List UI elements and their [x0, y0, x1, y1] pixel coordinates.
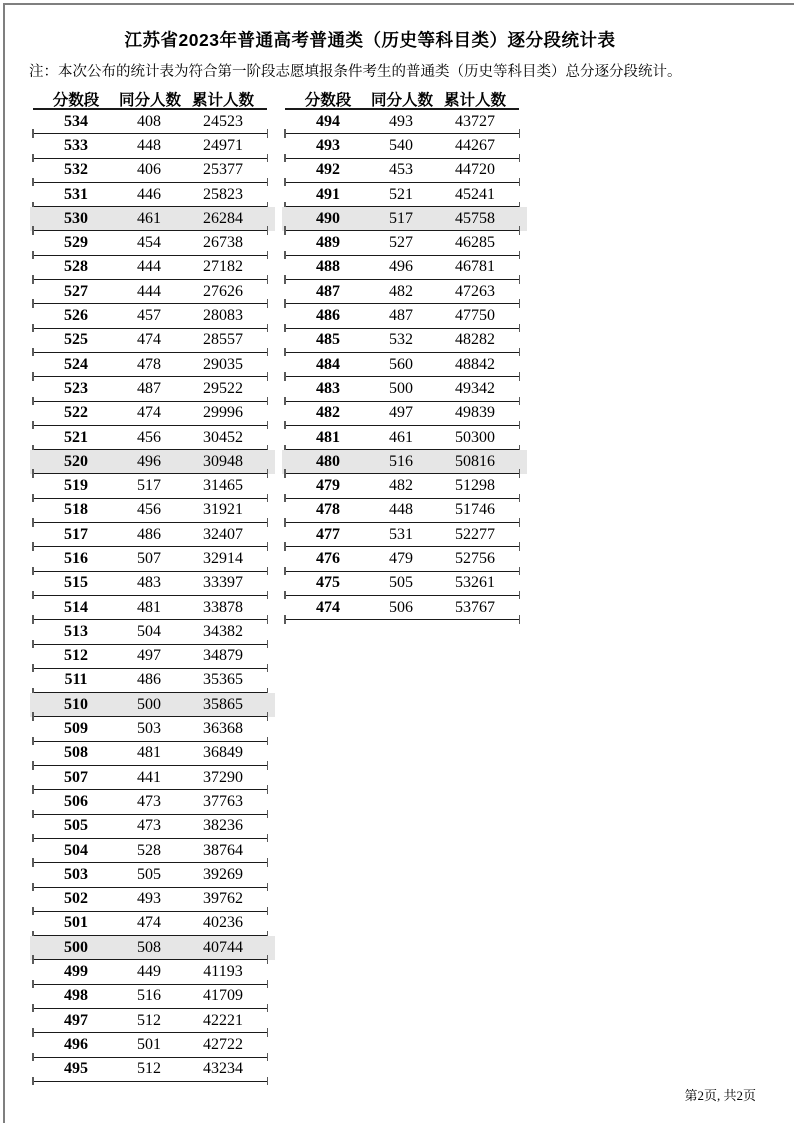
table-row	[33, 547, 267, 571]
table-row	[285, 523, 519, 547]
score-cell: 514	[64, 598, 88, 616]
score-cell: 476	[316, 549, 340, 567]
count-cell: 500	[137, 695, 161, 713]
cumulative-cell: 52277	[455, 525, 495, 543]
count-cell: 497	[137, 647, 161, 665]
score-cell: 511	[64, 671, 88, 689]
score-cell: 503	[64, 865, 88, 883]
count-cell: 456	[137, 501, 161, 519]
count-cell: 560	[389, 355, 413, 373]
score-cell: 474	[316, 598, 340, 616]
header-score-range: 分数段	[304, 92, 352, 109]
count-cell: 406	[137, 161, 161, 179]
score-cell: 494	[316, 112, 340, 130]
score-cell: 523	[64, 379, 88, 397]
table-row	[285, 474, 519, 498]
cumulative-cell: 33878	[203, 598, 243, 616]
page-title: 江苏省2023年普通高考普通类（历史等科目类）逐分段统计表	[124, 30, 616, 50]
table-row	[33, 523, 267, 547]
count-cell: 503	[137, 720, 161, 738]
cumulative-cell: 51746	[455, 501, 495, 519]
table-row	[33, 717, 267, 741]
cumulative-cell: 46781	[455, 258, 495, 276]
cumulative-cell: 39269	[203, 865, 243, 883]
cumulative-cell: 40744	[203, 938, 243, 956]
score-cell: 516	[64, 549, 88, 567]
table-row	[33, 888, 267, 912]
cumulative-cell: 48842	[455, 355, 495, 373]
table-row	[33, 231, 267, 255]
cumulative-cell: 27182	[203, 258, 243, 276]
score-cell: 506	[64, 792, 88, 810]
score-cell: 522	[64, 404, 88, 422]
count-cell: 516	[389, 452, 413, 470]
score-cell: 532	[64, 161, 88, 179]
table-row	[33, 960, 267, 984]
cumulative-cell: 29522	[203, 379, 243, 397]
score-cell: 478	[316, 501, 340, 519]
count-cell: 483	[137, 574, 161, 592]
score-cell: 534	[64, 112, 88, 130]
table-row	[33, 863, 267, 887]
score-cell: 482	[316, 404, 340, 422]
score-cell: 513	[64, 622, 88, 640]
score-cell: 490	[316, 209, 340, 227]
count-cell: 453	[389, 161, 413, 179]
score-cell: 505	[64, 817, 88, 835]
count-cell: 456	[137, 428, 161, 446]
count-cell: 521	[389, 185, 413, 203]
count-cell: 512	[137, 1060, 161, 1078]
cumulative-cell: 27626	[203, 282, 243, 300]
page-number: 第2页, 共2页	[684, 1088, 756, 1103]
table-row	[285, 110, 519, 134]
score-cell: 492	[316, 161, 340, 179]
cumulative-cell: 41709	[203, 987, 243, 1005]
table-row	[33, 426, 267, 450]
cumulative-cell: 53261	[455, 574, 495, 592]
table-row	[33, 402, 267, 426]
count-cell: 449	[137, 963, 161, 981]
score-cell: 483	[316, 379, 340, 397]
cumulative-cell: 52756	[455, 549, 495, 567]
cumulative-cell: 48282	[455, 331, 495, 349]
table-row	[33, 134, 267, 158]
table-row	[33, 499, 267, 523]
count-cell: 444	[137, 282, 161, 300]
score-cell: 515	[64, 574, 88, 592]
score-cell: 531	[64, 185, 88, 203]
count-cell: 487	[389, 307, 413, 325]
count-cell: 474	[137, 404, 161, 422]
table-row	[285, 256, 519, 280]
header-same-score-count: 同分人数	[371, 92, 434, 109]
note-text: 注：本次公布的统计表为符合第一阶段志愿填报条件考生的普通类（历史等科目类）总分逐分段统计。	[29, 64, 682, 80]
score-cell: 481	[316, 428, 340, 446]
count-cell: 505	[389, 574, 413, 592]
count-cell: 507	[137, 549, 161, 567]
count-cell: 496	[137, 452, 161, 470]
header-cumulative-count: 累计人数	[191, 92, 254, 109]
table-row	[285, 426, 519, 450]
table-row	[33, 353, 267, 377]
count-cell: 500	[389, 379, 413, 397]
count-cell: 501	[137, 1035, 161, 1053]
table-row	[285, 499, 519, 523]
count-cell: 474	[137, 914, 161, 932]
table-row	[33, 1058, 267, 1082]
cumulative-cell: 51298	[455, 477, 495, 495]
cumulative-cell: 32914	[203, 549, 243, 567]
cumulative-cell: 26738	[203, 234, 243, 252]
cumulative-cell: 36849	[203, 744, 243, 762]
count-cell: 448	[137, 136, 161, 154]
table-row	[285, 159, 519, 183]
score-cell: 477	[316, 525, 340, 543]
cumulative-cell: 45758	[455, 209, 495, 227]
count-cell: 473	[137, 817, 161, 835]
cumulative-cell: 37763	[203, 792, 243, 810]
cumulative-cell: 37290	[203, 768, 243, 786]
count-cell: 473	[137, 792, 161, 810]
header-same-score-count: 同分人数	[119, 92, 182, 109]
count-cell: 408	[137, 112, 161, 130]
table-row	[285, 572, 519, 596]
table-row	[285, 280, 519, 304]
score-cell: 533	[64, 136, 88, 154]
cumulative-cell: 28083	[203, 307, 243, 325]
table-row	[33, 985, 267, 1009]
cumulative-cell: 39762	[203, 890, 243, 908]
score-cell: 524	[64, 355, 88, 373]
count-cell: 481	[137, 744, 161, 762]
cumulative-cell: 47750	[455, 307, 495, 325]
table-row	[285, 329, 519, 353]
table-body	[285, 110, 519, 620]
table-row	[33, 207, 267, 231]
table-row	[33, 1033, 267, 1057]
table-row	[285, 353, 519, 377]
cumulative-cell: 34879	[203, 647, 243, 665]
cumulative-cell: 24971	[203, 136, 243, 154]
table-row	[33, 1009, 267, 1033]
table-row	[33, 912, 267, 936]
score-cell: 485	[316, 331, 340, 349]
score-cell: 525	[64, 331, 88, 349]
table-row	[33, 450, 267, 474]
cumulative-cell: 50300	[455, 428, 495, 446]
cumulative-cell: 26284	[203, 209, 243, 227]
count-cell: 496	[389, 258, 413, 276]
count-cell: 479	[389, 549, 413, 567]
score-cell: 486	[316, 307, 340, 325]
cumulative-cell: 43727	[455, 112, 495, 130]
score-cell: 499	[64, 963, 88, 981]
table-header	[285, 88, 519, 110]
count-cell: 527	[389, 234, 413, 252]
cumulative-cell: 42221	[203, 1011, 243, 1029]
count-cell: 446	[137, 185, 161, 203]
cumulative-cell: 29035	[203, 355, 243, 373]
table-row	[285, 304, 519, 328]
table-row	[33, 766, 267, 790]
score-cell: 498	[64, 987, 88, 1005]
table-row	[285, 547, 519, 571]
count-cell: 486	[137, 525, 161, 543]
score-cell: 518	[64, 501, 88, 519]
table-row	[33, 159, 267, 183]
cumulative-cell: 42722	[203, 1035, 243, 1053]
count-cell: 481	[137, 598, 161, 616]
score-cell: 487	[316, 282, 340, 300]
cumulative-cell: 35865	[203, 695, 243, 713]
table-row	[33, 790, 267, 814]
table-row	[33, 620, 267, 644]
count-cell: 457	[137, 307, 161, 325]
table-row	[33, 839, 267, 863]
count-cell: 461	[137, 209, 161, 227]
score-table-right	[285, 88, 519, 620]
count-cell: 493	[389, 112, 413, 130]
table-row	[285, 402, 519, 426]
table-row	[285, 207, 519, 231]
cumulative-cell: 31465	[203, 477, 243, 495]
cumulative-cell: 38764	[203, 841, 243, 859]
table-row	[33, 329, 267, 353]
count-cell: 506	[389, 598, 413, 616]
score-cell: 502	[64, 890, 88, 908]
table-row	[33, 936, 267, 960]
score-cell: 488	[316, 258, 340, 276]
count-cell: 516	[137, 987, 161, 1005]
score-cell: 529	[64, 234, 88, 252]
table-row	[33, 645, 267, 669]
table-row	[285, 450, 519, 474]
count-cell: 487	[137, 379, 161, 397]
table-row	[285, 231, 519, 255]
count-cell: 517	[389, 209, 413, 227]
count-cell: 486	[137, 671, 161, 689]
cumulative-cell: 25377	[203, 161, 243, 179]
score-cell: 519	[64, 477, 88, 495]
score-cell: 480	[316, 452, 340, 470]
table-row	[33, 693, 267, 717]
cumulative-cell: 35365	[203, 671, 243, 689]
count-cell: 512	[137, 1011, 161, 1029]
score-table-left	[33, 88, 267, 1082]
table-row	[33, 474, 267, 498]
count-cell: 444	[137, 258, 161, 276]
score-cell: 530	[64, 209, 88, 227]
cumulative-cell: 44267	[455, 136, 495, 154]
table-row	[33, 815, 267, 839]
count-cell: 528	[137, 841, 161, 859]
cumulative-cell: 30948	[203, 452, 243, 470]
score-cell: 528	[64, 258, 88, 276]
score-cell: 517	[64, 525, 88, 543]
score-cell: 510	[64, 695, 88, 713]
score-cell: 504	[64, 841, 88, 859]
score-cell: 512	[64, 647, 88, 665]
count-cell: 504	[137, 622, 161, 640]
header-score-range: 分数段	[52, 92, 100, 109]
cumulative-cell: 49342	[455, 379, 495, 397]
count-cell: 454	[137, 234, 161, 252]
cumulative-cell: 34382	[203, 622, 243, 640]
table-row	[33, 669, 267, 693]
table-row	[33, 256, 267, 280]
count-cell: 493	[137, 890, 161, 908]
count-cell: 482	[389, 477, 413, 495]
count-cell: 497	[389, 404, 413, 422]
score-cell: 484	[316, 355, 340, 373]
score-cell: 489	[316, 234, 340, 252]
cumulative-cell: 40236	[203, 914, 243, 932]
score-cell: 507	[64, 768, 88, 786]
cumulative-cell: 49839	[455, 404, 495, 422]
table-row	[33, 572, 267, 596]
score-cell: 509	[64, 720, 88, 738]
score-cell: 527	[64, 282, 88, 300]
score-cell: 508	[64, 744, 88, 762]
cumulative-cell: 41193	[203, 963, 243, 981]
table-row	[285, 377, 519, 401]
cumulative-cell: 46285	[455, 234, 495, 252]
cumulative-cell: 28557	[203, 331, 243, 349]
count-cell: 531	[389, 525, 413, 543]
score-cell: 475	[316, 574, 340, 592]
score-cell: 496	[64, 1035, 88, 1053]
score-cell: 501	[64, 914, 88, 932]
score-cell: 521	[64, 428, 88, 446]
header-cumulative-count: 累计人数	[443, 92, 506, 109]
score-cell: 495	[64, 1060, 88, 1078]
cumulative-cell: 38236	[203, 817, 243, 835]
count-cell: 478	[137, 355, 161, 373]
table-row	[285, 134, 519, 158]
table-row	[33, 110, 267, 134]
table-row	[33, 280, 267, 304]
cumulative-cell: 30452	[203, 428, 243, 446]
count-cell: 505	[137, 865, 161, 883]
count-cell: 508	[137, 938, 161, 956]
cumulative-cell: 24523	[203, 112, 243, 130]
cumulative-cell: 29996	[203, 404, 243, 422]
cumulative-cell: 53767	[455, 598, 495, 616]
table-row	[33, 596, 267, 620]
cumulative-cell: 43234	[203, 1060, 243, 1078]
count-cell: 482	[389, 282, 413, 300]
cumulative-cell: 32407	[203, 525, 243, 543]
score-cell: 520	[64, 452, 88, 470]
cumulative-cell: 45241	[455, 185, 495, 203]
score-cell: 491	[316, 185, 340, 203]
table-row	[33, 183, 267, 207]
cumulative-cell: 25823	[203, 185, 243, 203]
count-cell: 448	[389, 501, 413, 519]
score-cell: 500	[64, 938, 88, 956]
score-cell: 526	[64, 307, 88, 325]
table-row	[33, 377, 267, 401]
count-cell: 461	[389, 428, 413, 446]
cumulative-cell: 33397	[203, 574, 243, 592]
score-cell: 479	[316, 477, 340, 495]
score-cell: 497	[64, 1011, 88, 1029]
cumulative-cell: 44720	[455, 161, 495, 179]
cumulative-cell: 50816	[455, 452, 495, 470]
score-cell: 493	[316, 136, 340, 154]
cumulative-cell: 47263	[455, 282, 495, 300]
table-row	[285, 183, 519, 207]
count-cell: 517	[137, 477, 161, 495]
cumulative-cell: 36368	[203, 720, 243, 738]
table-header	[33, 88, 267, 110]
count-cell: 540	[389, 136, 413, 154]
table-row	[33, 742, 267, 766]
table-row	[285, 596, 519, 620]
count-cell: 532	[389, 331, 413, 349]
count-cell: 474	[137, 331, 161, 349]
count-cell: 441	[137, 768, 161, 786]
cumulative-cell: 31921	[203, 501, 243, 519]
table-body	[33, 110, 267, 1082]
table-row	[33, 304, 267, 328]
